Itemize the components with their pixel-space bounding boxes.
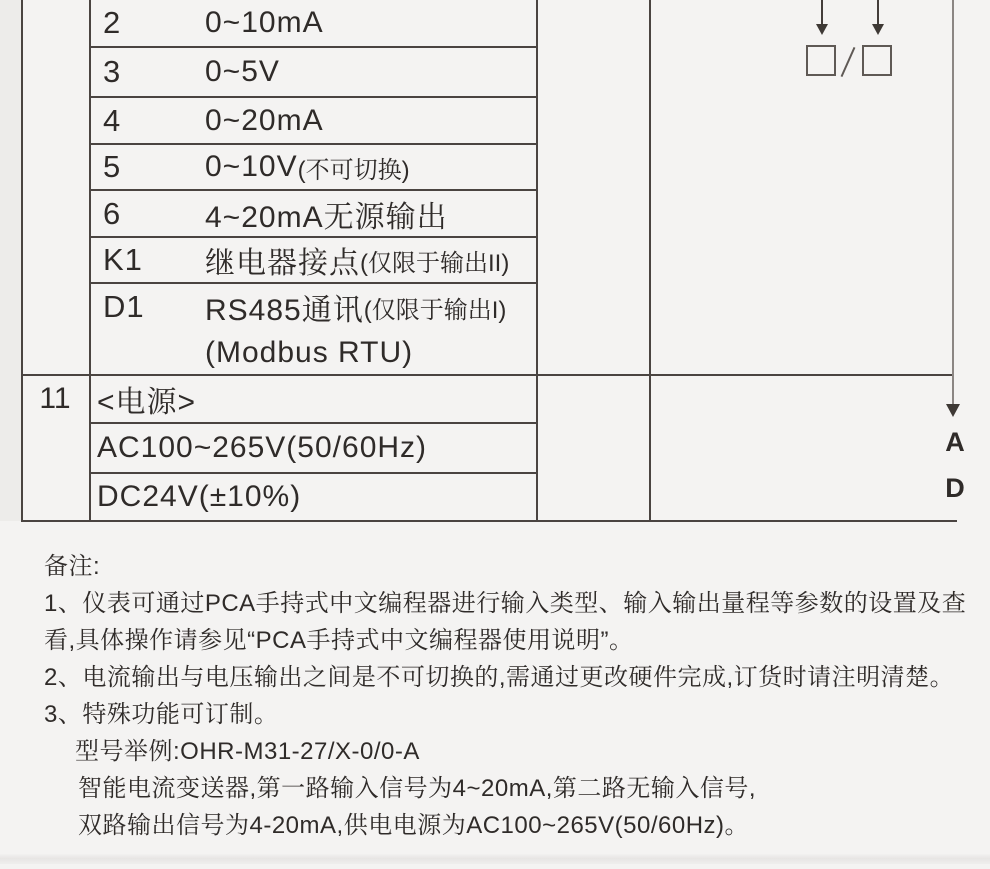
- row-desc: 继电器接点: [205, 247, 360, 280]
- row-desc: RS485通讯: [205, 294, 364, 327]
- row-desc: 0~10V: [205, 150, 298, 183]
- row-desc: 0~10mA: [205, 6, 324, 39]
- table-row: [92, 0, 536, 46]
- power-option-ac: AC100~265V(50/60Hz): [97, 431, 428, 464]
- note-line: 看,具体操作请参见“PCA手持式中文编程器使用说明”。: [44, 627, 634, 654]
- row-desc-line2: (Modbus RTU): [205, 336, 414, 369]
- note-line: 1、仪表可通过PCA手持式中文编程器进行输入类型、输入输出量程等参数的设置及查: [44, 590, 967, 617]
- row-code: 2: [103, 5, 122, 40]
- row-code: K1: [103, 242, 143, 277]
- table-border-left: [21, 0, 23, 521]
- slash-separator: [841, 47, 856, 77]
- table-row: [92, 191, 536, 236]
- note-line: 2、电流输出与电压输出之间是不可切换的,需通过更改硬件完成,订货时请注明清楚。: [44, 664, 955, 691]
- power-code-a: A: [945, 427, 965, 457]
- notes-section: [44, 548, 990, 844]
- row-desc-note: (仅限于输出II): [360, 249, 510, 277]
- power-option-dc: DC24V(±10%): [97, 480, 302, 513]
- table-row: [92, 238, 536, 282]
- page-edge-shade: [0, 0, 21, 521]
- power-code-arrow-line: [952, 0, 954, 406]
- page-bottom-shade: [0, 854, 990, 864]
- notes-title: 备注:: [44, 553, 101, 580]
- note-line: 3、特殊功能可订制。: [44, 701, 279, 728]
- table-border-col3: [649, 0, 651, 521]
- row-code: 3: [103, 54, 122, 89]
- down-arrow-head-icon: [816, 24, 828, 35]
- row-desc: 0~20mA: [205, 103, 324, 137]
- row-code: 4: [103, 102, 122, 138]
- power-code-d: D: [945, 473, 965, 503]
- down-arrow-head-icon: [872, 24, 884, 35]
- table-border-bottom: [21, 520, 957, 522]
- note-line: 双路输出信号为4-20mA,供电电源为AC100~265V(50/60Hz)。: [78, 812, 750, 839]
- table-border-col1: [89, 0, 91, 521]
- table-row: [92, 145, 536, 189]
- power-code-arrow-head-icon: [946, 404, 960, 417]
- row-desc: 4~20mA无源输出: [205, 200, 448, 234]
- note-line-model-example: 型号举例:OHR-M31-27/X-0/0-A: [75, 738, 420, 765]
- table-row: [92, 284, 536, 330]
- power-row-number: 11: [39, 382, 71, 415]
- table-row-continuation: [92, 332, 649, 374]
- table-border-col2: [536, 0, 538, 521]
- table-row: [92, 98, 536, 143]
- row-code: 5: [103, 149, 122, 184]
- row-desc-note: (仅限于输出I): [363, 296, 507, 324]
- power-header-cell: <电源>: [97, 386, 197, 419]
- row-code: D1: [103, 289, 145, 324]
- row-desc-note: (不可切换): [297, 156, 410, 184]
- format-box-output1: [806, 45, 836, 76]
- down-arrow-icon: [821, 0, 823, 26]
- down-arrow-icon: [877, 0, 879, 26]
- row-code: 6: [103, 195, 122, 231]
- table-row: [92, 48, 536, 96]
- note-line: 智能电流变送器,第一路输入信号为4~20mA,第二路无输入信号,: [78, 775, 757, 802]
- format-box-output2: [862, 45, 892, 76]
- row-desc: 0~5V: [205, 55, 280, 88]
